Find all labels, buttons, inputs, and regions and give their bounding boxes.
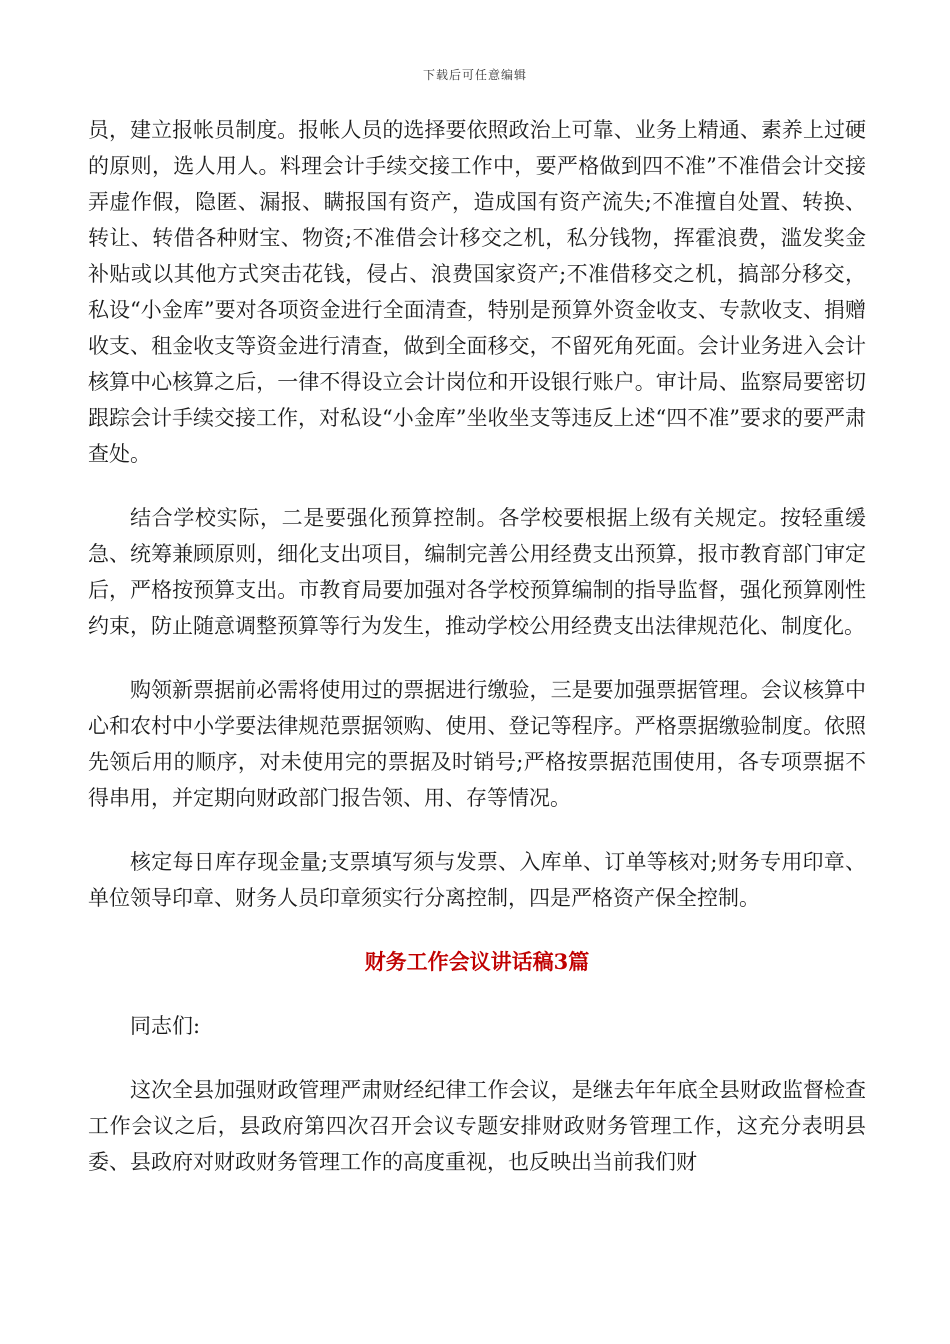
document-body bbox=[88, 112, 866, 1180]
salutation: 同志们: bbox=[130, 1014, 201, 1038]
paragraph-gap bbox=[88, 916, 866, 944]
paragraph-gap bbox=[88, 472, 866, 500]
paragraph-gap bbox=[88, 644, 866, 672]
paragraph-6: 这次全县加强财政管理严肃财经纪律工作会议，是继去年年底全县财政监督检查工作会议之后，县政府第四次召开会议专题安排财政财务管理工作，这充分表明县委、县政府对财政财务管理工作的高度重视，也反映出当前我们财 bbox=[88, 1078, 866, 1174]
paragraph-1: 员，建立报帐员制度。报帐人员的选择要依照政治上可靠、业务上精通、素养上过硬的原则，选人用人。料理会计手续交接工作中，要严格做到四不准”不准借会计交接弄虚作假，隐匿、漏报、瞒报国有资产，造成国有资产流失;不准擅自处置、转换、转让、转借各种财宝、物资;不准借会计移交之机，私分钱物，挥霍浪费，滥发奖金补贴或以其他方式突击花钱，侵占、浪费国家资产;不准借移交之机，搞部分移交，私设“小金库”要对各项资金进行全面清查，特别是预算外资金收支、专款收支、捐赠收支、租金收支等资金进行清查，做到全面移交，不留死角死面。会计业务进入会计核算中心核算之后，一律不得设立会计岗位和开设银行账户。审计局、监察局要密切跟踪会计手续交接工作，对私设“小金库”坐收坐支等违反上述“四不准”要求的要严肃查处。 bbox=[88, 118, 866, 466]
paragraph-3: 购领新票据前必需将使用过的票据进行缴验，三是要加强票据管理。会议核算中心和农村中小学要法律规范票据领购、使用、登记等程序。严格票据缴验制度。依照先领后用的顺序，对未使用完的票据及时销号;严格按票据范围使用，各专项票据不得串用，并定期向财政部门报告领、用、存等情况。 bbox=[88, 678, 866, 810]
paragraph-gap bbox=[88, 980, 866, 1008]
paragraph-4: 核定每日库存现金量;支票填写须与发票、入库单、订单等核对;财务专用印章、单位领导印章、财务人员印章须实行分离控制，四是严格资产保全控制。 bbox=[88, 850, 866, 910]
paragraph-gap bbox=[88, 816, 866, 844]
paragraph-gap bbox=[88, 1044, 866, 1072]
page-header: 下载后可任意编辑 bbox=[422, 68, 527, 82]
paragraph-2: 结合学校实际，二是要强化预算控制。各学校要根据上级有关规定。按轻重缓急、统筹兼顾原则，细化支出项目，编制完善公用经费支出预算，报市教育部门审定后，严格按预算支出。市教育局要加强对各学校预算编制的指导监督，强化预算刚性约束，防止随意调整预算等行为发生，推动学校公用经费支出法律规范化、制度化。 bbox=[88, 506, 866, 638]
section-title: 财务工作会议讲话稿3篇 bbox=[364, 949, 590, 974]
